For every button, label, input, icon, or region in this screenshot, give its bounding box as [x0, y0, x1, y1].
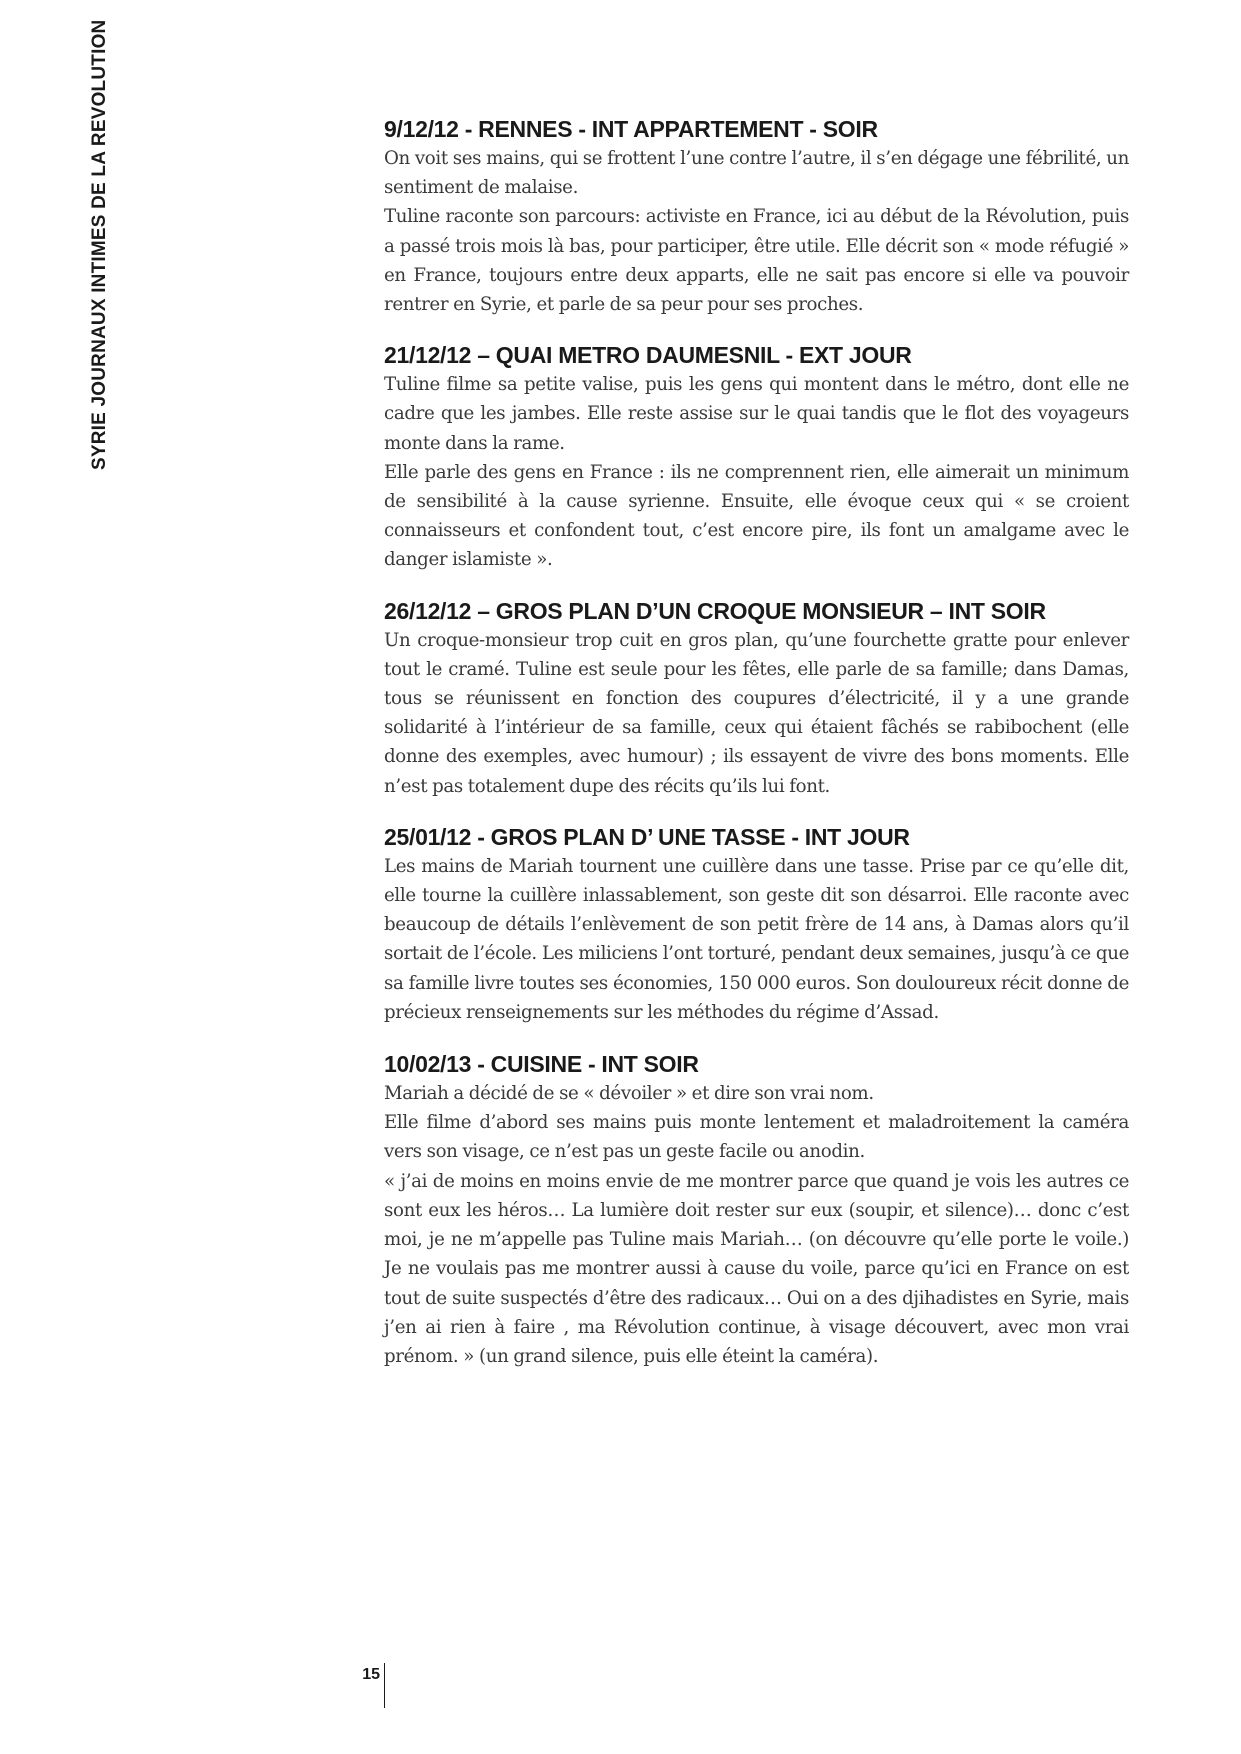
- scene-paragraph: On voit ses mains, qui se frottent l’une contre l’autre, il s’en dégage une fébrilité, un sentiment de malaise.: [384, 148, 1129, 199]
- page-number: 15: [362, 1666, 380, 1683]
- scene-paragraph: Un croque-monsieur trop cuit en gros plan, qu’une fourchette gratte pour enlever tout le cramé. Tuline est seule pour les fêtes, elle parle de sa famille; dans Damas, tous se réunissent en fonction des coupures d’électricité, il y a une grande solidarité à l’intérieur de sa famille, ceux qui étaient fâchés se rabibochent (elle donne des exemples, avec humour) ; ils essayent de vivre des bons moments. Elle n’est pas totalement dupe des récits qu’ils lui font.: [384, 629, 1129, 797]
- scene-heading: 10/02/13 - CUISINE - INT SOIR: [384, 1051, 699, 1078]
- scene-paragraph: Tuline filme sa petite valise, puis les gens qui montent dans le métro, dont elle ne cadre que les jambes. Elle reste assise sur le quai tandis que le flot des voyageurs monte dans la rame.: [384, 374, 1129, 454]
- scene-paragraph: Tuline raconte son parcours: activiste en France, ici au début de la Révolution, puis a passé trois mois là bas, pour participer, être utile. Elle décrit son « mode réfugié » en France, toujours entre deux apparts, elle ne sait pas encore si elle va pouvoir rentrer en Syrie, et parle de sa peur pour ses proches.: [384, 206, 1129, 316]
- scene-entry: [384, 114, 1129, 319]
- scene-entry: [384, 596, 1129, 801]
- scene-heading: 21/12/12 – QUAI METRO DAUMESNIL - EXT JOUR: [384, 342, 912, 369]
- scene-paragraph: Les mains de Mariah tournent une cuillère dans une tasse. Prise par ce qu’elle dit, elle tourne la cuillère inlassablement, son geste dit son désarroi. Elle raconte avec beaucoup de détails l’enlèvement de son petit frère de 14 ans, à Damas alors qu’il sortait de l’école. Les miliciens l’ont torturé, pendant deux semaines, jusqu’à ce que sa famille livre toutes ses économies, 150 000 euros. Son douloureux récit donne de précieux renseignements sur les méthodes du régime d’Assad.: [384, 855, 1129, 1023]
- scene-entry: [384, 340, 1129, 574]
- running-title: SYRIE JOURNAUX INTIMES DE LA REVOLUTION: [89, 19, 110, 470]
- scene-heading: 25/01/12 - GROS PLAN D’ UNE TASSE - INT JOUR: [384, 823, 910, 850]
- scene-paragraph: Elle parle des gens en France : ils ne comprennent rien, elle aimerait un minimum de sensibilité à la cause syrienne. Ensuite, elle évoque ceux qui « se croient connaisseurs et confondent tout, c’est encore pire, ils font un amalgame avec le danger islamiste ».: [384, 461, 1129, 571]
- scene-paragraph: Elle filme d’abord ses mains puis monte lentement et maladroitement la caméra vers son visage, ce n’est pas un geste facile ou anodin.: [384, 1112, 1129, 1163]
- scene-paragraph: Mariah a décidé de se « dévoiler » et dire son vrai nom.: [384, 1083, 874, 1105]
- scene-entry: [384, 822, 1129, 1027]
- scene-entry: [384, 1049, 1129, 1371]
- scene-heading: 9/12/12 - RENNES - INT APPARTEMENT - SOIR: [384, 116, 878, 142]
- document-body: [384, 114, 1129, 1393]
- scene-paragraph: « j’ai de moins en moins envie de me montrer parce que quand je vois les autres ce sont eux les héros… La lumière doit rester sur eux (soupir, et silence)… donc c’est moi, je ne m’appelle pas Tuline mais Mariah… (on découvre qu’elle porte le voile.) Je ne voulais pas me montrer aussi à cause du voile, parce qu’ici en France on est tout de suite suspectés d’être des radicaux… Oui on a des djihadistes en Syrie, mais j’en ai rien à faire , ma Révolution continue, à visage découvert, avec mon vrai prénom. » (un grand silence, puis elle éteint la caméra).: [384, 1170, 1129, 1367]
- scene-heading: 26/12/12 – GROS PLAN D’UN CROQUE MONSIEUR – INT SOIR: [384, 597, 1046, 624]
- page-number-rule: [384, 1663, 385, 1708]
